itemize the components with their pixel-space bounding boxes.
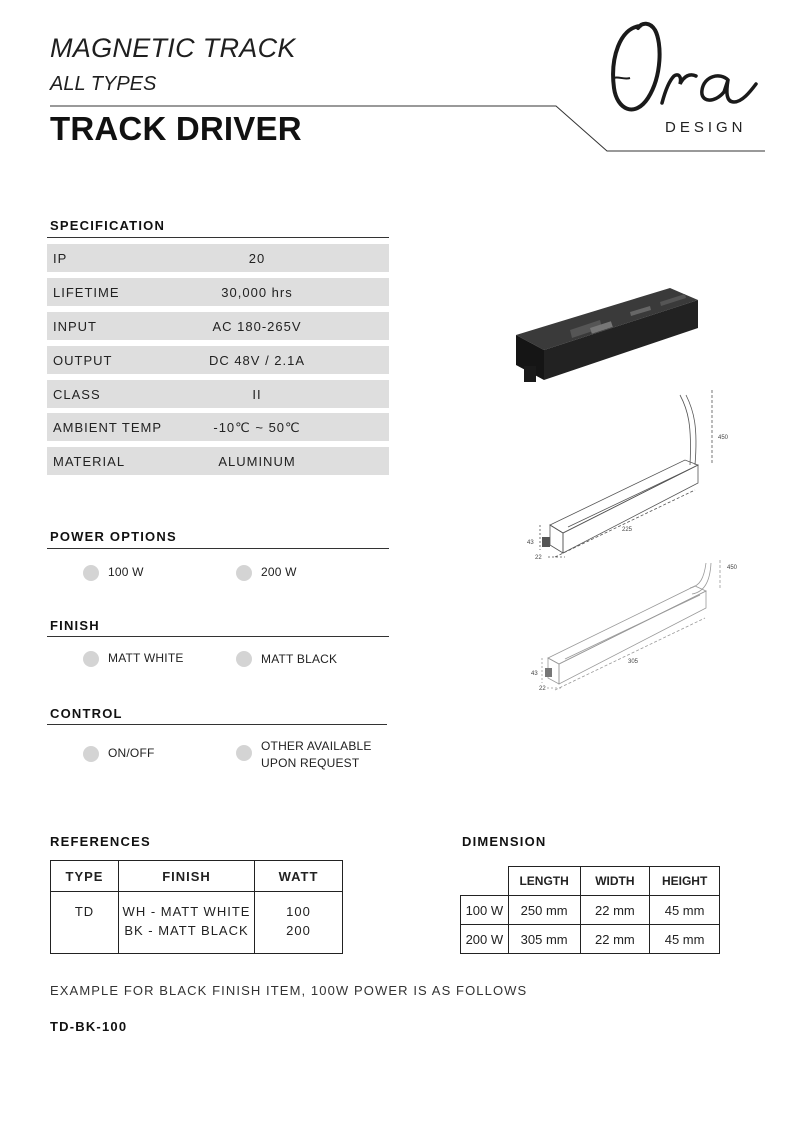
spec-row-input [47,312,389,340]
radio-matt-black[interactable] [236,651,252,667]
col-width: WIDTH [580,867,650,896]
col-finish: FINISH [119,861,255,892]
spec-value: 20 [248,251,266,266]
option-label-matt-white: MATT WHITE [108,651,184,665]
dim-height: 45 mm [650,925,720,954]
dim-length: 305 mm [508,925,580,954]
ref-watt-200: 200 [286,923,311,938]
control-rule [47,724,387,725]
col-type: TYPE [51,861,119,892]
example-text: EXAMPLE FOR BLACK FINISH ITEM, 100W POWER IS AS FOLLOWS [50,983,528,998]
dim-length-label: 225 [622,527,633,533]
ref-watts [255,892,343,954]
spec-heading: SPECIFICATION [50,218,166,233]
spec-value: II [252,387,262,402]
spec-value: ALUMINUM [218,454,296,469]
spec-label: OUTPUT [53,353,113,368]
table-row [51,892,343,954]
radio-matt-white[interactable] [83,651,99,667]
spec-value: 30,000 hrs [221,285,293,300]
option-label-upon-request: UPON REQUEST [261,756,360,770]
option-label-on-off: ON/OFF [108,746,155,760]
spec-label: MATERIAL [53,454,126,469]
spec-rule [47,237,389,238]
dim-length: 250 mm [508,896,580,925]
dim-height-label: 43 [531,671,538,677]
spec-label: AMBIENT TEMP [53,420,163,435]
spec-value: -10℃ ~ 50℃ [213,420,301,435]
dim-height: 45 mm [650,896,720,925]
logo-script-text: Ora [600,18,602,19]
references-table [50,860,343,954]
radio-100w[interactable] [83,565,99,581]
dim-cable-label: 450 [727,565,738,571]
option-label-200w: 200 W [261,565,297,579]
spec-label: INPUT [53,319,97,334]
dim-cable-label: 450 [718,435,729,441]
spec-label: CLASS [53,387,101,402]
dimension-heading: DIMENSION [462,834,547,849]
dim-corner [461,867,509,896]
spec-label: LIFETIME [53,285,120,300]
spec-row-ip [47,244,389,272]
example-code: TD-BK-100 [50,1019,128,1034]
option-label-other-available: OTHER AVAILABLE [261,739,372,753]
dimension-drawing-200w [520,558,750,698]
col-length: LENGTH [508,867,580,896]
dimension-drawing-100w [520,385,740,565]
ref-watt-100: 100 [286,904,311,919]
ref-finish-bk: BK - MATT BLACK [124,923,249,938]
dim-width-label: 22 [535,555,542,561]
spec-label: IP [53,251,68,266]
ref-type: TD [51,892,119,954]
references-heading: REFERENCES [50,834,151,849]
spec-row-class [47,380,389,408]
finish-rule [47,636,389,637]
ref-finish-wh: WH - MATT WHITE [122,904,251,919]
power-options-heading: POWER OPTIONS [50,529,177,544]
dim-power: 100 W [461,896,509,925]
power-options-rule [47,548,389,549]
series-subtitle: ALL TYPES [50,73,157,95]
radio-on-off[interactable] [83,746,99,762]
series-title: MAGNETIC TRACK [50,33,296,63]
radio-200w[interactable] [236,565,252,581]
control-heading: CONTROL [50,706,123,721]
spec-row-material [47,447,389,475]
dim-height-label: 43 [527,540,534,546]
dimension-table [460,866,720,954]
spec-row-output [47,346,389,374]
dim-width-label: 22 [539,686,546,692]
dim-power: 200 W [461,925,509,954]
finish-heading: FINISH [50,618,100,633]
ref-finishes [119,892,255,954]
option-label-matt-black: MATT BLACK [261,652,338,666]
dim-width: 22 mm [580,896,650,925]
table-row [461,896,720,925]
col-height: HEIGHT [650,867,720,896]
option-label-100w: 100 W [108,565,144,579]
radio-other-available[interactable] [236,745,252,761]
table-row [461,925,720,954]
spec-value: AC 180-265V [212,319,302,334]
product-photo [510,280,710,390]
product-title: TRACK DRIVER [50,110,302,147]
ora-logo [600,18,765,118]
spec-value: DC 48V / 2.1A [208,353,306,368]
spec-row-ambient-temp [47,413,389,441]
dim-width: 22 mm [580,925,650,954]
col-watt: WATT [255,861,343,892]
dim-length-label: 305 [628,659,639,665]
spec-row-lifetime [47,278,389,306]
logo-wordmark: DESIGN [665,119,747,136]
